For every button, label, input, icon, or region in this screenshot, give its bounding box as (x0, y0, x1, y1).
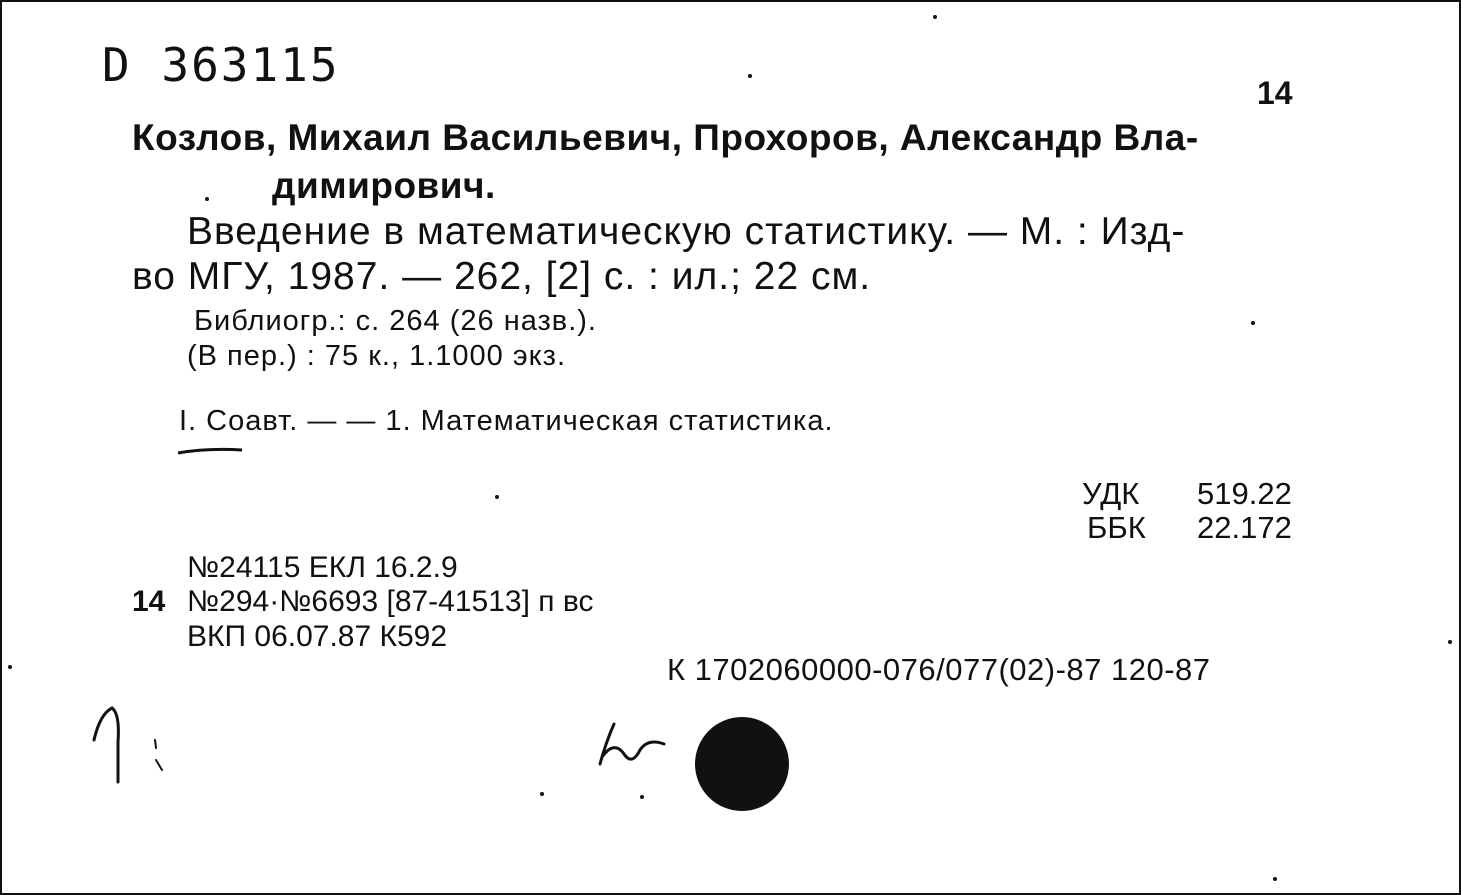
card-marks (2, 2, 1459, 893)
udk-value: 519.22 (1197, 476, 1292, 511)
bbk-label: ББК (1087, 510, 1146, 545)
authors-line-2: димирович. (272, 165, 496, 206)
service-line-1: №24115 ЕКЛ 16.2.9 (187, 551, 458, 584)
price-note: (В пер.) : 75 к., 1.1000 экз. (187, 340, 566, 372)
title-line-1: Введение в математическую статистику. — М. : Изд- (187, 210, 1186, 253)
service-number: 14 (132, 585, 166, 618)
bbk-value: 22.172 (1197, 510, 1292, 545)
handwritten-number-mark-icon (94, 708, 118, 782)
bibliography-note: Библиогр.: с. 264 (26 назв.). (194, 305, 597, 337)
k-code: К 1702060000-076/077(02)-87 120-87 (667, 652, 1211, 687)
handwritten-initial-icon (600, 724, 664, 764)
handwritten-tick-mark-icon (155, 740, 162, 770)
card-number: 14 (1257, 75, 1293, 111)
authors-line-1: Козлов, Михаил Васильевич, Прохоров, Александр Вла- (132, 117, 1199, 158)
udk-label: УДК (1082, 476, 1140, 511)
shelf-mark: D 363115 (102, 38, 340, 92)
tracing-underline (178, 449, 242, 453)
tracing-line: I. Соавт. — — 1. Математическая статистика. (179, 405, 834, 437)
punch-hole-icon (695, 717, 789, 811)
title-line-2: во МГУ, 1987. — 262, [2] с. : ил.; 22 см. (132, 255, 872, 298)
service-line-2: №294·№6693 [87-41513] п вс (187, 585, 594, 618)
service-line-3: ВКП 06.07.87 К592 (187, 620, 448, 653)
